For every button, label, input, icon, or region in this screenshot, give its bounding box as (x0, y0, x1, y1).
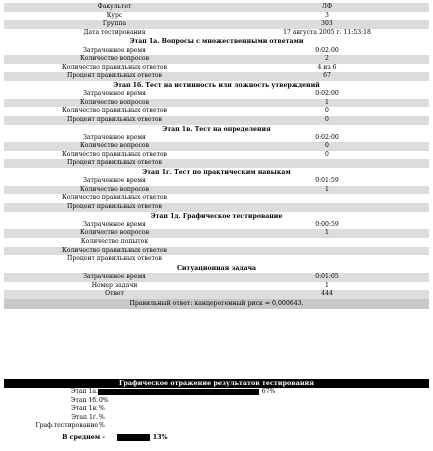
section-title: Этап 1г. Тест по практическим навыкам (4, 168, 429, 177)
graph-average-label: В среднем - (62, 433, 105, 441)
graph-bar-row (4, 405, 429, 414)
table-row: Затраченное время 0:02:00 (4, 90, 429, 99)
table-row: Количество правильных ответов (4, 194, 429, 203)
table-row: Процент правильных ответов (4, 159, 429, 168)
stage-1d-section (4, 212, 429, 264)
graph-bar-percent: 67% (261, 388, 276, 395)
graph-bar-label: Граф.тестирование (35, 422, 98, 430)
results-table (4, 3, 429, 309)
table-row: Количество правильных ответов 0 (4, 151, 429, 160)
table-row: Затраченное время 0:02:00 (4, 47, 429, 56)
table-row: Количество вопросов 1 (4, 186, 429, 195)
graph-bar-label: Этап 1а. (70, 388, 98, 395)
table-row: Номер задачи 1 (4, 282, 429, 291)
graph-title: Графическое отражение результатов тестирования (4, 379, 429, 388)
stage-1g-section (4, 168, 429, 212)
correct-answer-note: Правильный ответ: канцерогенный риск = 0,000643. (4, 299, 429, 309)
table-row: Затраченное время 0:02:00 (4, 134, 429, 143)
table-row: Количество правильных ответов 0 (4, 107, 429, 116)
table-row: Количество вопросов 2 (4, 55, 429, 64)
graph-average-row (4, 432, 429, 443)
table-row: Количество вопросов 1 (4, 99, 429, 108)
graph-bar-label: Этап 1г. (71, 413, 98, 421)
graph-bar-row (4, 414, 429, 423)
table-row: Количество правильных ответов 4 из 6 (4, 64, 429, 73)
graph-bar (98, 389, 259, 395)
section-title: Этап 1б. Тест на истинность или ложность утверждений (4, 81, 429, 90)
stage-1a-section (4, 37, 429, 81)
stage-1v-section (4, 125, 429, 169)
graph-bar-label: Этап 1в. (71, 405, 98, 413)
table-row: Процент правильных ответов (4, 255, 429, 264)
graph-bar-percent: 0% (99, 396, 109, 404)
table-row: Количество попыток (4, 238, 429, 247)
table-row: Количество вопросов 1 (4, 229, 429, 238)
situational-section (4, 264, 429, 309)
table-row: Ответ 444 (4, 290, 429, 299)
graph-bar-percent: % (99, 413, 105, 421)
graph-bar-percent: % (99, 405, 105, 413)
table-row: Количество правильных ответов (4, 247, 429, 256)
table-row: Количество вопросов 0 (4, 142, 429, 151)
header-info (4, 3, 429, 37)
section-title: Этап 1а. Вопросы с множественными ответами (4, 37, 429, 46)
graph-bar-row (4, 422, 429, 431)
table-row: Процент правильных ответов (4, 203, 429, 212)
stage-1b-section (4, 81, 429, 125)
graph-bar-percent: % (99, 422, 105, 430)
section-title: Этап 1в. Тест на определения (4, 125, 429, 134)
header-row: Группа 303 (4, 20, 429, 29)
table-row: Затраченное время 0:01:59 (4, 177, 429, 186)
table-row: Затраченное время 0:01:05 (4, 273, 429, 282)
table-row: Затраченное время 0:00:59 (4, 221, 429, 230)
section-title: Ситуационная задача (4, 264, 429, 273)
graph-average-percent: 13% (152, 433, 168, 441)
header-row: Курс 3 (4, 12, 429, 21)
graph-average-bar (117, 434, 150, 441)
graph-bar-label: Этап 1б. (70, 396, 98, 404)
table-row: Процент правильных ответов 67 (4, 72, 429, 81)
header-row: Факультет ЛФ (4, 3, 429, 12)
graph-bar-row (4, 397, 429, 406)
section-title: Этап 1д. Графическое тестирование (4, 212, 429, 221)
results-graph (4, 379, 429, 443)
graph-bar-row (4, 388, 429, 397)
table-row: Процент правильных ответов 0 (4, 116, 429, 125)
header-row: Дата тестирования 17 августа 2005 г. 11:53:18 (4, 29, 429, 38)
